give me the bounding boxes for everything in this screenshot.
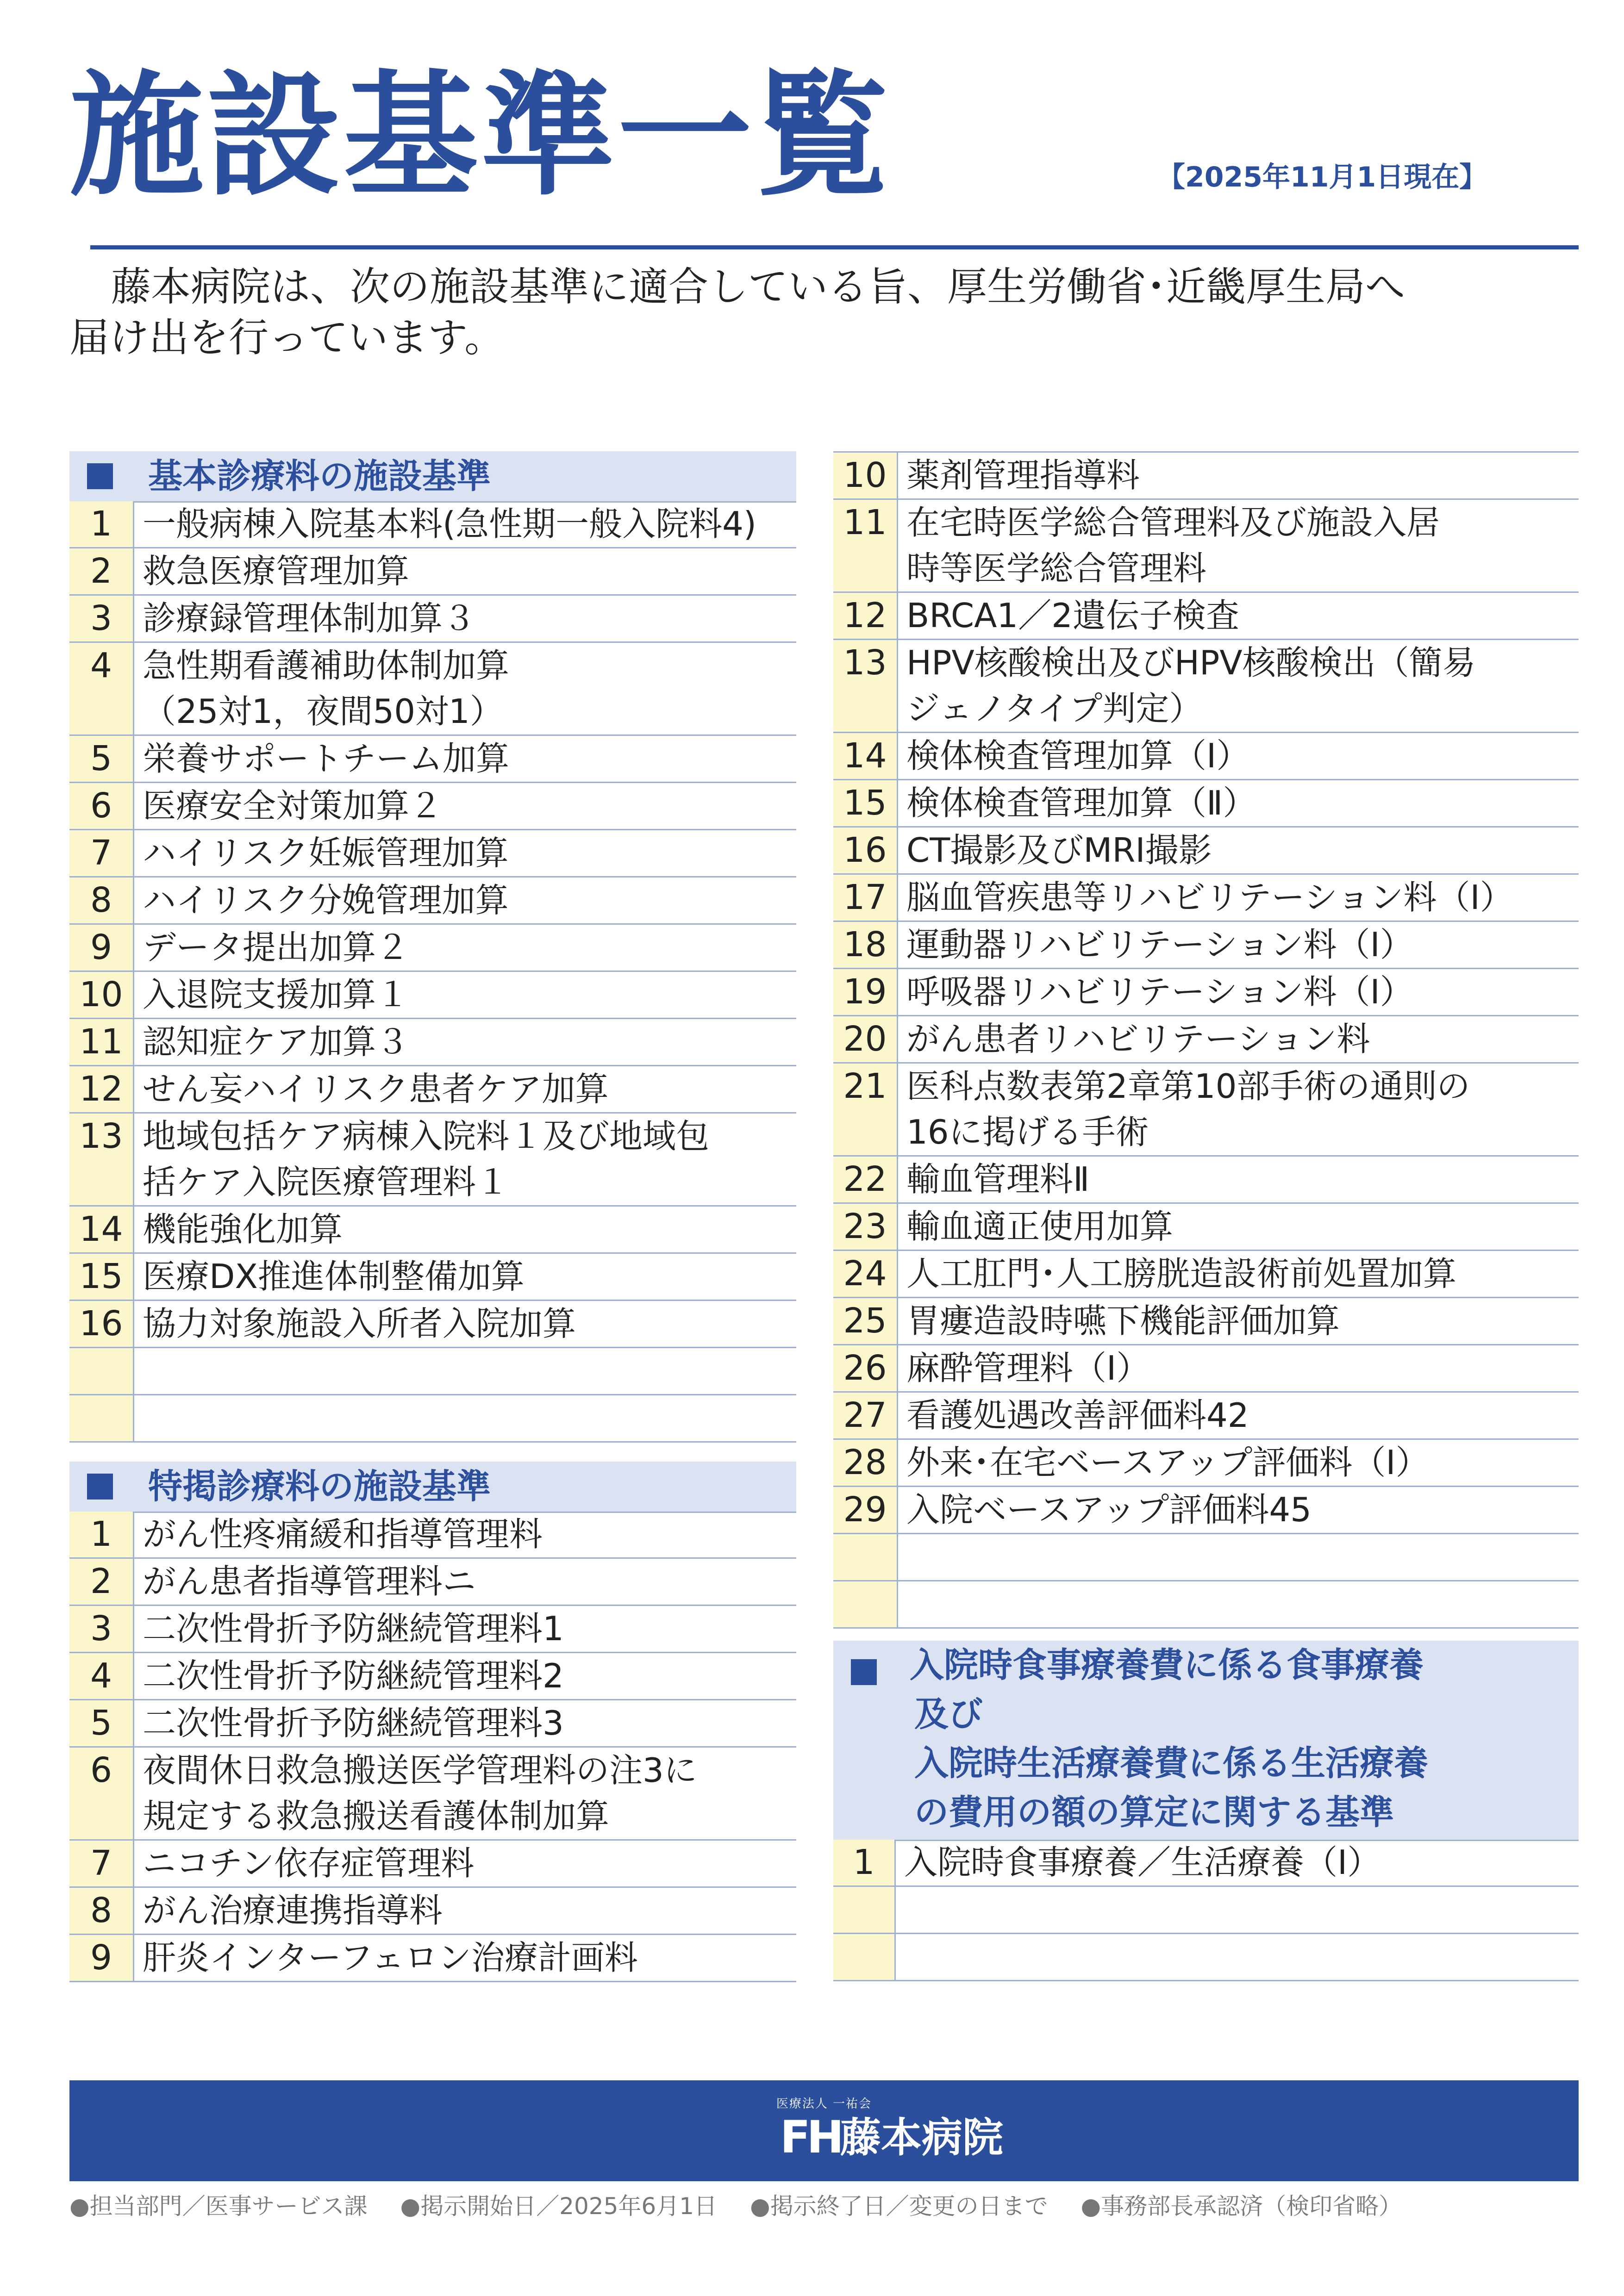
row-number: 18 bbox=[833, 922, 898, 968]
row-label bbox=[898, 780, 1579, 826]
table-row bbox=[69, 1254, 796, 1301]
table-row bbox=[833, 1251, 1579, 1298]
row-number: 13 bbox=[69, 1114, 134, 1205]
row-label bbox=[134, 643, 796, 734]
row-number: 1 bbox=[833, 1840, 896, 1885]
square-bullet-icon bbox=[851, 1659, 877, 1685]
row-label bbox=[134, 877, 796, 923]
row-label-line: がん患者指導管理料ニ bbox=[143, 1562, 476, 1601]
footer-logo-bar bbox=[69, 2080, 1579, 2181]
row-number bbox=[833, 1581, 898, 1627]
row-label bbox=[134, 1700, 796, 1746]
table-row bbox=[69, 1114, 796, 1207]
row-label bbox=[896, 1840, 1579, 1885]
row-number: 25 bbox=[833, 1298, 898, 1344]
row-label-line: 脳血管疾患等リハビリテーション料（Ⅰ） bbox=[906, 878, 1513, 917]
table-row bbox=[833, 500, 1579, 593]
table-row bbox=[833, 780, 1579, 828]
section-heading-text: 基本診療料の施設基準 bbox=[148, 456, 491, 496]
title-rule bbox=[90, 245, 1579, 249]
row-number bbox=[69, 1395, 134, 1441]
row-label bbox=[134, 1066, 796, 1112]
row-label bbox=[134, 972, 796, 1018]
row-number: 16 bbox=[833, 828, 898, 873]
row-label bbox=[898, 1393, 1579, 1438]
empty-table-row bbox=[833, 1887, 1579, 1934]
row-number: 6 bbox=[69, 1748, 134, 1839]
row-label-line: 検体検査管理加算（Ⅱ） bbox=[906, 784, 1256, 822]
row-label-line: 入退院支援加算１ bbox=[143, 975, 410, 1014]
row-number: 1 bbox=[69, 501, 134, 547]
heading-line: 及び bbox=[914, 1694, 983, 1734]
row-label-line: 括ケア入院医療管理料１ bbox=[143, 1163, 510, 1201]
row-label bbox=[134, 1935, 796, 1981]
table-row bbox=[69, 1935, 796, 1982]
row-label bbox=[898, 1345, 1579, 1391]
row-label-line: 夜間休日救急搬送医学管理料の注3に bbox=[143, 1751, 697, 1790]
row-label-line: ハイリスク分娩管理加算 bbox=[143, 881, 509, 920]
row-label-line: 栄養サポートチーム加算 bbox=[143, 739, 510, 778]
row-label-line: 医療DX推進体制整備加算 bbox=[143, 1257, 525, 1296]
footer-note: ●掲示開始日／2025年6月1日 bbox=[400, 2193, 718, 2220]
row-number: 22 bbox=[833, 1157, 898, 1202]
row-label bbox=[898, 1487, 1579, 1533]
page-title: 施設基準一覧 bbox=[69, 58, 892, 214]
row-label-line: 人工肛門･人工膀胱造設術前処置加算 bbox=[906, 1254, 1457, 1293]
row-label-line: 輸血適正使用加算 bbox=[906, 1207, 1174, 1246]
row-number: 7 bbox=[69, 1841, 134, 1886]
table-row bbox=[69, 1559, 796, 1606]
row-label bbox=[896, 1934, 1579, 1980]
table-row bbox=[69, 501, 796, 548]
row-label bbox=[134, 1512, 796, 1557]
table-row bbox=[833, 1440, 1579, 1487]
row-label bbox=[898, 922, 1579, 968]
table-row bbox=[833, 1840, 1579, 1887]
special-table-right bbox=[833, 451, 1579, 1629]
row-number: 4 bbox=[69, 643, 134, 734]
table-row bbox=[833, 1016, 1579, 1064]
table-row bbox=[69, 1512, 796, 1559]
row-label-line: せん妄ハイリスク患者ケア加算 bbox=[143, 1070, 609, 1108]
special-table-left bbox=[69, 1512, 796, 1982]
table-row bbox=[69, 783, 796, 830]
intro-line: 届け出を行っています。 bbox=[69, 315, 505, 361]
row-number: 11 bbox=[69, 1019, 134, 1065]
row-number: 14 bbox=[69, 1207, 134, 1252]
row-number bbox=[833, 1934, 896, 1980]
row-number: 2 bbox=[69, 1559, 134, 1605]
row-label bbox=[134, 1019, 796, 1065]
row-label bbox=[896, 1887, 1579, 1933]
row-label-line: 規定する救急搬送看護体制加算 bbox=[143, 1797, 610, 1836]
basic-section-heading bbox=[69, 451, 796, 503]
row-label-line: 地域包括ケア病棟入院料１及び地域包 bbox=[143, 1117, 710, 1156]
row-label-line bbox=[143, 1395, 796, 1441]
row-number: 10 bbox=[69, 972, 134, 1018]
table-row bbox=[69, 972, 796, 1019]
row-label bbox=[898, 1204, 1579, 1250]
row-number: 15 bbox=[69, 1254, 134, 1300]
row-label-line: ハイリスク妊娠管理加算 bbox=[143, 834, 509, 872]
table-row bbox=[833, 875, 1579, 922]
row-label-line: 診療録管理体制加算３ bbox=[143, 599, 476, 638]
section-heading-text: 特掲診療料の施設基準 bbox=[148, 1467, 491, 1506]
empty-table-row bbox=[833, 1581, 1579, 1629]
row-label-line: （25対1，夜間50対1） bbox=[143, 692, 503, 731]
basic-table bbox=[69, 501, 796, 1443]
row-number: 5 bbox=[69, 1700, 134, 1746]
row-label-line: 在宅時医学総合管理料及び施設入居 bbox=[906, 503, 1440, 542]
row-label bbox=[898, 969, 1579, 1015]
row-label-line: 機能強化加算 bbox=[143, 1210, 343, 1249]
row-label bbox=[134, 1653, 796, 1699]
row-label-line: 医療安全対策加算２ bbox=[143, 786, 443, 825]
square-bullet-icon bbox=[87, 1474, 113, 1500]
table-row bbox=[69, 643, 796, 736]
row-label bbox=[898, 1016, 1579, 1062]
empty-table-row bbox=[833, 1534, 1579, 1581]
as-of-date: 【2025年11月1日現在】 bbox=[1157, 161, 1487, 193]
row-label-line: 16に掲げる手術 bbox=[906, 1113, 1149, 1151]
row-label-line: 運動器リハビリテーション料（Ⅰ） bbox=[906, 925, 1413, 964]
row-label-line: 認知症ケア加算３ bbox=[143, 1022, 410, 1061]
row-number: 27 bbox=[833, 1393, 898, 1438]
row-label-line bbox=[906, 1581, 1579, 1627]
row-label-line: 医科点数表第2章第10部手術の通則の bbox=[906, 1067, 1470, 1106]
row-label bbox=[898, 453, 1579, 498]
row-label bbox=[898, 828, 1579, 873]
row-label bbox=[898, 1251, 1579, 1297]
row-label bbox=[134, 548, 796, 594]
table-row bbox=[69, 1888, 796, 1935]
row-number: 10 bbox=[833, 453, 898, 498]
row-label-line: 二次性骨折予防継続管理料1 bbox=[143, 1609, 564, 1648]
table-row bbox=[69, 1207, 796, 1254]
table-row bbox=[69, 548, 796, 596]
heading-line: 入院時食事療養費に係る食事療養 bbox=[910, 1645, 1424, 1685]
row-number: 11 bbox=[833, 500, 898, 591]
table-row bbox=[69, 925, 796, 972]
row-label-line: 救急医療管理加算 bbox=[143, 552, 410, 591]
row-label bbox=[134, 1748, 796, 1839]
table-row bbox=[833, 453, 1579, 500]
row-number: 4 bbox=[69, 1653, 134, 1699]
row-label-line: 外来･在宅ベースアップ評価料（Ⅰ） bbox=[906, 1443, 1429, 1482]
row-label bbox=[134, 783, 796, 829]
row-label-line bbox=[906, 1534, 1579, 1580]
row-label bbox=[134, 1207, 796, 1252]
row-label-line: 呼吸器リハビリテーション料（Ⅰ） bbox=[906, 972, 1413, 1011]
table-row bbox=[833, 969, 1579, 1016]
table-row bbox=[69, 1066, 796, 1114]
row-label bbox=[134, 1301, 796, 1347]
footer-note: ●事務部長承認済（検印省略） bbox=[1081, 2193, 1402, 2220]
heading-line: の費用の額の算定に関する基準 bbox=[914, 1792, 1394, 1832]
row-number: 8 bbox=[69, 877, 134, 923]
footer-note: ●掲示終了日／変更の日まで bbox=[750, 2193, 1048, 2220]
row-number: 14 bbox=[833, 733, 898, 779]
row-label bbox=[898, 1298, 1579, 1344]
row-number: 7 bbox=[69, 830, 134, 876]
table-row bbox=[833, 1487, 1579, 1534]
empty-table-row bbox=[69, 1395, 796, 1443]
row-label bbox=[134, 1606, 796, 1652]
row-label-line: 二次性骨折予防継続管理料2 bbox=[143, 1656, 564, 1695]
row-label bbox=[134, 1888, 796, 1934]
row-number: 26 bbox=[833, 1345, 898, 1391]
row-label-line: 協力対象施設入所者入院加算 bbox=[143, 1304, 576, 1343]
row-label bbox=[134, 1559, 796, 1605]
row-number: 1 bbox=[69, 1512, 134, 1557]
row-label-line: 胃瘻造設時嚥下機能評価加算 bbox=[906, 1301, 1340, 1340]
row-number: 15 bbox=[833, 780, 898, 826]
row-number: 20 bbox=[833, 1016, 898, 1062]
row-number: 29 bbox=[833, 1487, 898, 1533]
table-row bbox=[833, 1393, 1579, 1440]
row-label bbox=[898, 593, 1579, 639]
row-label bbox=[134, 925, 796, 971]
square-bullet-icon bbox=[87, 463, 113, 489]
row-label-line: 肝炎インターフェロン治療計画料 bbox=[143, 1938, 638, 1977]
table-row bbox=[69, 596, 796, 643]
meal-table bbox=[833, 1840, 1579, 1981]
row-label-line: 時等医学総合管理料 bbox=[906, 549, 1207, 588]
table-row bbox=[69, 1841, 796, 1888]
row-label bbox=[134, 1841, 796, 1886]
row-label-line: 薬剤管理指導料 bbox=[906, 456, 1140, 495]
row-label-line: がん治療連携指導料 bbox=[143, 1891, 443, 1930]
footer-notes bbox=[69, 2188, 1427, 2221]
row-number: 21 bbox=[833, 1064, 898, 1155]
table-row bbox=[833, 922, 1579, 969]
table-row bbox=[833, 640, 1579, 733]
row-label-line: 急性期看護補助体制加算 bbox=[143, 646, 510, 685]
row-label-line: HPV核酸検出及びHPV核酸検出（簡易 bbox=[906, 643, 1476, 682]
row-label bbox=[898, 733, 1579, 779]
empty-table-row bbox=[69, 1348, 796, 1395]
row-label-line: 入院ベースアップ評価料45 bbox=[906, 1490, 1312, 1529]
special-section-heading bbox=[69, 1462, 796, 1513]
row-label bbox=[134, 1254, 796, 1300]
row-number bbox=[833, 1887, 896, 1933]
row-label-line bbox=[904, 1934, 1579, 1980]
row-number: 2 bbox=[69, 548, 134, 594]
row-label bbox=[898, 1157, 1579, 1202]
row-label bbox=[898, 875, 1579, 921]
row-label bbox=[898, 1581, 1579, 1627]
row-label-line bbox=[143, 1348, 796, 1394]
row-number: 17 bbox=[833, 875, 898, 921]
row-number bbox=[833, 1534, 898, 1580]
row-label-line bbox=[904, 1887, 1579, 1933]
row-number: 23 bbox=[833, 1204, 898, 1250]
table-row bbox=[833, 1204, 1579, 1251]
section-heading-text bbox=[910, 1641, 1428, 1837]
row-number: 3 bbox=[69, 596, 134, 641]
meal-section-heading bbox=[833, 1641, 1579, 1841]
hospital-name: 藤本病院 bbox=[840, 2114, 1004, 2161]
table-row bbox=[69, 1700, 796, 1748]
row-number: 13 bbox=[833, 640, 898, 732]
row-label-line: 麻酔管理料（Ⅰ） bbox=[906, 1349, 1150, 1388]
row-label-line: 検体検査管理加算（Ⅰ） bbox=[906, 736, 1250, 775]
empty-table-row bbox=[833, 1934, 1579, 1981]
heading-line: 入院時生活療養費に係る生活療養 bbox=[914, 1743, 1428, 1783]
row-number: 5 bbox=[69, 736, 134, 782]
row-number: 9 bbox=[69, 925, 134, 971]
row-number bbox=[69, 1348, 134, 1394]
row-label bbox=[898, 1534, 1579, 1580]
row-label-line: がん患者リハビリテーション料 bbox=[906, 1020, 1370, 1058]
hospital-logo-icon: FH bbox=[780, 2111, 840, 2163]
row-label bbox=[134, 596, 796, 641]
row-label-line: ニコチン依存症管理料 bbox=[143, 1844, 475, 1883]
table-row bbox=[833, 1345, 1579, 1393]
table-row bbox=[833, 1298, 1579, 1345]
table-row bbox=[69, 1748, 796, 1841]
table-row bbox=[69, 736, 796, 783]
row-number: 12 bbox=[69, 1066, 134, 1112]
row-label-line: BRCA1／2遺伝子検査 bbox=[906, 596, 1239, 635]
row-label-line: 輸血管理料Ⅱ bbox=[906, 1160, 1090, 1199]
row-label-line: ジェノタイプ判定） bbox=[906, 689, 1203, 728]
row-label bbox=[134, 830, 796, 876]
row-label bbox=[898, 1440, 1579, 1486]
table-row bbox=[833, 1064, 1579, 1157]
table-row bbox=[833, 733, 1579, 780]
row-label-line: がん性疼痛緩和指導管理料 bbox=[143, 1515, 543, 1554]
table-row bbox=[833, 1157, 1579, 1204]
row-label bbox=[134, 1348, 796, 1394]
row-label-line: データ提出加算２ bbox=[143, 928, 410, 967]
intro-text bbox=[69, 261, 1579, 363]
table-row bbox=[69, 1653, 796, 1700]
row-number: 9 bbox=[69, 1935, 134, 1981]
row-label bbox=[134, 736, 796, 782]
row-label-line: 入院時食事療養／生活療養（Ⅰ） bbox=[904, 1843, 1381, 1882]
table-row bbox=[833, 828, 1579, 875]
row-label bbox=[898, 640, 1579, 732]
row-number: 19 bbox=[833, 969, 898, 1015]
row-number: 6 bbox=[69, 783, 134, 829]
row-number: 24 bbox=[833, 1251, 898, 1297]
row-label bbox=[134, 1395, 796, 1441]
row-number: 3 bbox=[69, 1606, 134, 1652]
table-row bbox=[69, 1019, 796, 1066]
row-label bbox=[898, 1064, 1579, 1155]
table-row bbox=[833, 593, 1579, 640]
row-label-line: CT撮影及びMRI撮影 bbox=[906, 831, 1212, 870]
row-label-line: 一般病棟入院基本料(急性期一般入院料4) bbox=[143, 504, 756, 543]
table-row bbox=[69, 877, 796, 925]
row-label bbox=[898, 500, 1579, 591]
table-row bbox=[69, 830, 796, 877]
intro-line: 藤本病院は、次の施設基準に適合している旨、厚生労働省･近畿厚生局へ bbox=[111, 264, 1405, 310]
row-label-line: 看護処遇改善評価料42 bbox=[906, 1396, 1249, 1435]
row-number: 16 bbox=[69, 1301, 134, 1347]
row-number: 28 bbox=[833, 1440, 898, 1486]
row-label bbox=[134, 501, 796, 547]
corporation-name: 医療法人 一祐会 bbox=[776, 2097, 872, 2111]
row-number: 12 bbox=[833, 593, 898, 639]
table-row bbox=[69, 1606, 796, 1653]
table-row bbox=[69, 1301, 796, 1348]
row-number: 8 bbox=[69, 1888, 134, 1934]
footer-note: ●担当部門／医事サービス課 bbox=[69, 2193, 368, 2220]
row-label bbox=[134, 1114, 796, 1205]
row-label-line: 二次性骨折予防継続管理料3 bbox=[143, 1704, 564, 1742]
